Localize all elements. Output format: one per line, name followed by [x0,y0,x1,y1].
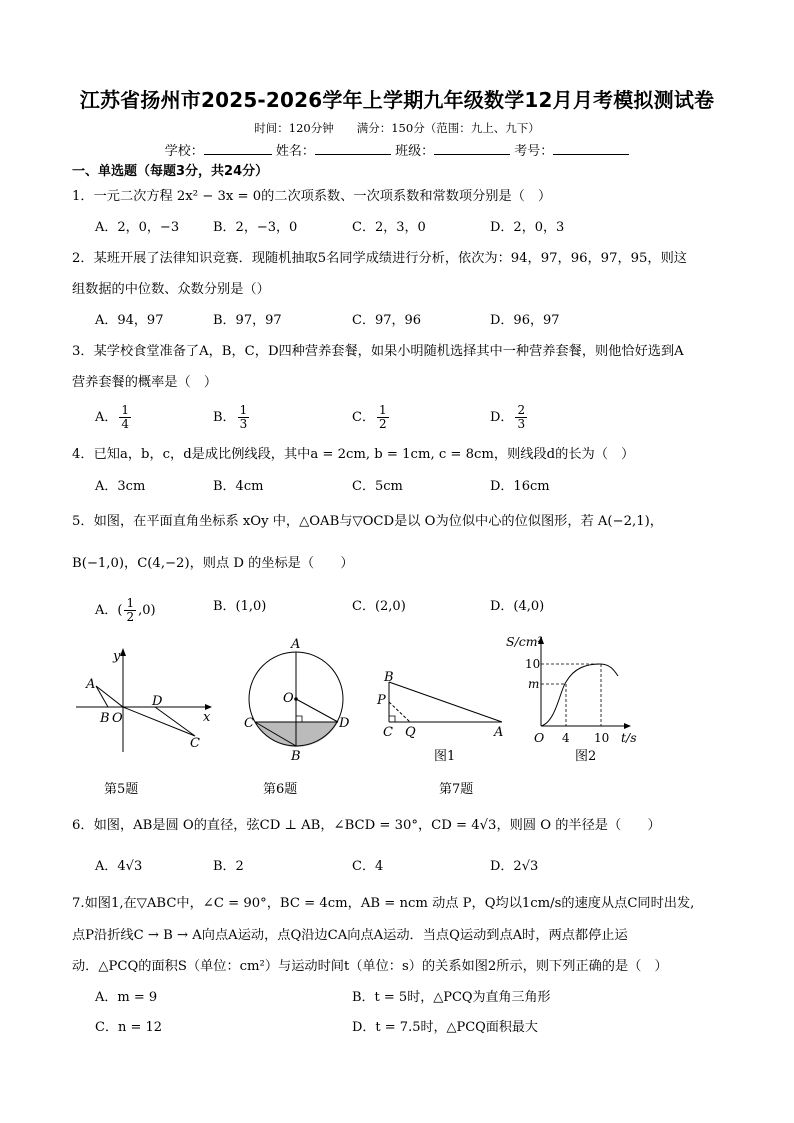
fig5-label-D: D [152,694,163,709]
question-3-stem-2: 营养套餐的概率是（ ） [72,375,218,390]
fig6-label-B: B [291,749,301,764]
fig7-PQ [389,702,410,722]
fig7-caption-1: 图1 [434,749,456,764]
q2-option-d[interactable]: D．96，97 [490,313,560,328]
q5-option-d[interactable]: D．(4,0) [490,599,545,614]
question-6-stem: 6．如图，AB是圆 O的直径，弦CD ⊥ AB，∠BCD = 30°，CD = 4√3，则圆 O 的半径是（ ） [72,818,661,833]
question-7-stem-2: 点P沿折线C → B → A向点A运动，点Q沿边CA向点A运动．当点Q运动到点A时，两点都停止运 [72,928,628,943]
q3-option-d[interactable]: D． $\frac{2}{3}$ [490,403,526,431]
fig7-label-Q: Q [405,725,416,740]
question-4-stem: 4．已知a，b，c，d是成比例线段，其中a = 2cm, b = 1cm, c = 8cm，则线段d的长为（ ） [72,447,635,462]
fig7-right-angle [389,716,395,722]
fig5-label-O: O [112,711,123,726]
fig6-caption: 第6题 [263,782,298,797]
fig5-label-C: C [190,736,200,751]
q6-option-d[interactable]: D．2√3 [490,859,539,874]
exam-no-label: 考号： [514,144,554,159]
fig7-caption: 第7题 [439,782,474,797]
q2-option-a[interactable]: A．94，97 [95,313,164,328]
figure-6 [244,637,350,764]
fig7b-curve [541,664,618,726]
fig5-label-B: B [100,711,110,726]
q4-option-a[interactable]: A．3cm [95,479,146,494]
q6-option-a[interactable]: A．4√3 [95,859,143,874]
section-heading: 一、单选题（每题3分，共24分） [72,164,269,179]
fig5-triangle-lines [96,686,195,736]
figures-row [0,630,794,805]
fig6-label-O: O [283,691,294,706]
fig5-AB [96,686,108,707]
q5-option-c[interactable]: C．(2,0) [352,599,406,614]
q6-option-c[interactable]: C．4 [352,859,384,874]
fig6-label-C: C [244,716,254,731]
q3-option-c[interactable]: C． $\frac{1}{2}$ [352,403,387,431]
q7-option-c[interactable]: C．n = 12 [95,1020,163,1035]
q5-option-b[interactable]: B．(1,0) [213,599,267,614]
fig5-label-y: y [113,649,121,664]
question-2-stem-1: 2．某班开展了法律知识竞赛．现随机抽取5名同学成绩进行分析，依次为：94，97，96，97，95，则这 [72,251,687,266]
q5-option-a[interactable]: A．( $\frac{1}{2}$ ,0) [95,596,156,624]
fig7-BA [389,682,502,722]
fig7b-caption: 图2 [575,749,597,764]
q3-option-a[interactable]: A． $\frac{1}{4}$ [95,403,130,431]
fig7-label-B: B [384,670,394,685]
fig6-right-angle [296,716,302,722]
q7-option-b[interactable]: B．t = 5时，△PCQ为直角三角形 [352,990,551,1005]
fig6-center-dot [294,697,298,701]
school-blank[interactable] [204,142,272,155]
fig7-label-C: C [383,725,393,740]
question-5-stem-1: 5．如图，在平面直角坐标系 xOy 中，△OAB与▽OCD是以 O为位似中心的位似图形，若 A(−2,1)， [72,514,663,529]
q4-option-c[interactable]: C．5cm [352,479,403,494]
q4-option-b[interactable]: B．4cm [213,479,264,494]
q2-option-c[interactable]: C．97，96 [352,313,422,328]
q7-option-d[interactable]: D．t = 7.5时，△PCQ面积最大 [352,1020,538,1035]
exam-no-blank[interactable] [553,142,629,155]
q4-option-d[interactable]: D．16cm [490,479,550,494]
fig7b-label-m: m [528,677,540,691]
fig7b-label-O: O [534,730,545,745]
class-blank[interactable] [434,142,510,155]
class-label: 班级： [395,144,435,159]
q6-option-b[interactable]: B．2 [213,859,244,874]
q2-option-b[interactable]: B．97，97 [213,313,282,328]
fig7b-label-x10: 10 [594,731,610,745]
fig7b-xlabel: t/s [621,730,637,745]
fig7b-x-arrow [624,723,631,729]
school-label: 学校： [164,144,204,159]
name-label: 姓名： [275,144,315,159]
figure-7-2 [506,634,637,764]
question-1-stem: 1．一元二次方程 2x² − 3x = 0的二次项系数、一次项系数和常数项分别是（ ） [72,189,552,204]
page-title: 江苏省扬州市2025-2026学年上学期九年级数学12月月考模拟测试卷 [79,88,715,112]
name-blank[interactable] [315,142,391,155]
figure-5 [76,648,212,752]
question-7-stem-1: 7.如图1,在▽ABC中，∠C = 90°，BC = 4cm，AB = ncm 动点 P，Q均以1cm/s的速度从点C同时出发, [72,896,695,911]
fig5-y-arrow [120,648,126,656]
fig6-label-D: D [339,716,350,731]
fig6-label-A: A [291,637,301,652]
fig5-caption: 第5题 [104,782,139,797]
question-2-stem-2: 组数据的中位数、众数分别是（） [72,282,270,297]
q1-option-a[interactable]: A．2，0，−3 [95,220,180,235]
figure-7-1 [376,670,503,764]
q3-option-b[interactable]: B． $\frac{1}{3}$ [213,403,248,431]
exam-meta: 时间：120分钟 满分：150分（范围：九上、九下） [254,121,540,135]
fig7b-label-4: 4 [562,731,570,745]
fig7b-ylabel: S/cm² [506,634,543,649]
question-7-stem-3: 动．△PCQ的面积S（单位：cm²）与运动时间t（单位：s）的关系如图2所示，则下列正确的是（ ） [72,959,668,974]
fig7-label-A: A [494,725,504,740]
q1-option-d[interactable]: D．2，0，3 [490,220,565,235]
question-5-stem-2: B(−1,0)，C(4,−2)，则点 D 的坐标是（ ） [72,556,354,571]
fig7b-label-10: 10 [525,657,541,671]
q1-option-c[interactable]: C．2，3，0 [352,220,426,235]
question-3-stem-1: 3．某学校食堂准备了A，B，C，D四种营养套餐，如果小明随机选择其中一种营养套餐，则他恰好选到A [72,344,684,359]
q1-option-b[interactable]: B．2，−3，0 [213,220,298,235]
q7-option-a[interactable]: A．m = 9 [95,990,158,1005]
fig7-label-P: P [377,693,386,708]
student-info-line [0,140,794,159]
fig5-label-x: x [203,710,211,725]
fig5-label-A: A [86,677,96,692]
